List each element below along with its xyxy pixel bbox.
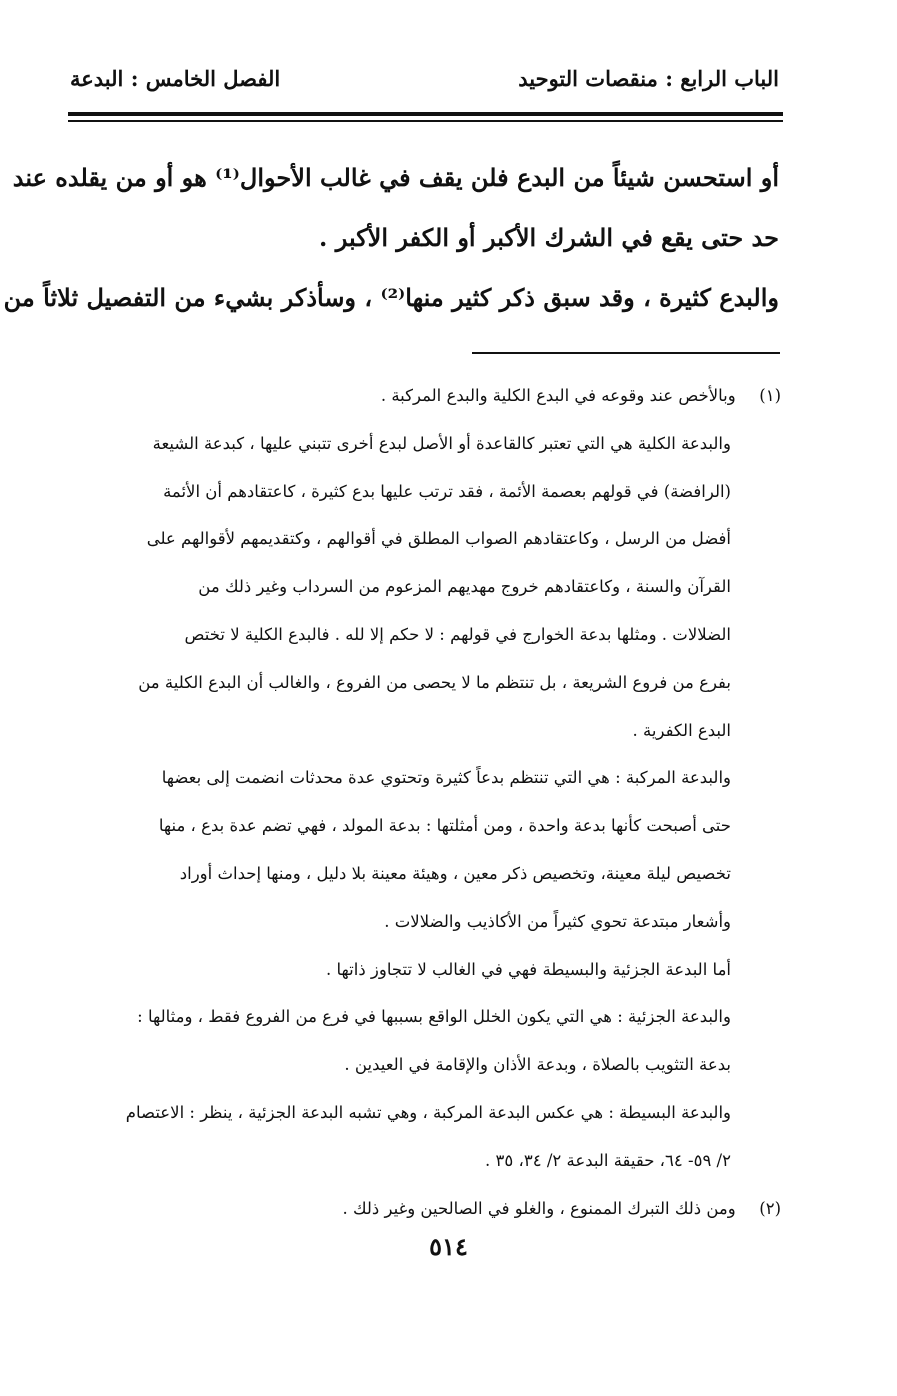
chapter-title: الباب الرابع : منقصات التوحيد bbox=[518, 66, 779, 91]
header-rule-thick bbox=[68, 112, 783, 116]
footnotes bbox=[70, 372, 781, 1232]
footnote-line: حتى أصبحت كأنها بدعة واحدة ، ومن أمثلتها : بدعة المولد ، فهي تضم عدة بدع ، منها bbox=[158, 816, 731, 836]
footnote-line: ٢/ ٥٩- ٦٤، حقيقة البدعة ٢/ ٣٤، ٣٥ . bbox=[485, 1150, 731, 1170]
running-header bbox=[70, 66, 779, 106]
footnote-separator bbox=[472, 352, 780, 354]
footnote-line: وبالأخص عند وقوعه في البدع الكلية والبدع المركبة . bbox=[380, 386, 736, 405]
footnote-line: والبدعة المركبة : هي التي تنتظم بدعاً كثيرة وتحتوي عدة محدثات انضمت إلى بعضها bbox=[161, 768, 731, 788]
footnote-number: (١) bbox=[759, 386, 781, 405]
footnote-line: الضلالات . ومثلها بدعة الخوارج في قولهم : لا حكم إلا لله . فالبدع الكلية لا تختص bbox=[184, 624, 731, 644]
footnote-line: أفضل من الرسل ، وكاعتقادهم الصواب المطلق في أقوالهم ، وكتقديمهم لأقوالهم على bbox=[146, 529, 731, 549]
page-number: ٥١٤ bbox=[429, 1232, 468, 1261]
footnote-line: أما البدعة الجزئية والبسيطة فهي في الغالب لا تتجاوز ذاتها . bbox=[326, 959, 731, 979]
footnote-line: بدعة التثويب بالصلاة ، وبدعة الأذان والإقامة في العيدين . bbox=[344, 1055, 731, 1075]
footnote-line: والبدعة الجزئية : هي التي يكون الخلل الواقع بسببها في فرع من الفروع فقط ، ومثالها : bbox=[137, 1007, 731, 1027]
footnote-line: القرآن والسنة ، وكاعتقادهم خروج مهديهم المزعوم من السرداب وغير ذلك من bbox=[198, 577, 731, 597]
footnote-line: والبدعة البسيطة : هي عكس البدعة المركبة ، وهي تشبه البدعة الجزئية ، ينظر : الاعتصام bbox=[125, 1102, 731, 1122]
footnote-line: ومن ذلك التبرك الممنوع ، والغلو في الصالحين وغير ذلك . bbox=[342, 1198, 736, 1218]
footnote-line: بفرع من فروع الشريعة ، بل تنتظم ما لا يحصى من الفروع ، والغالب أن البدع الكلية من bbox=[138, 672, 731, 692]
footnote-line: والبدعة الكلية هي التي تعتبر كالقاعدة أو الأصل لبدع أخرى تتبني عليها ، كبدعة الشيعة bbox=[152, 433, 731, 453]
header-rule-thin bbox=[68, 120, 783, 122]
section-title: الفصل الخامس : البدعة bbox=[70, 66, 281, 91]
body-line: حد حتى يقع في الشرك الأكبر أو الكفر الأكبر . bbox=[319, 223, 779, 252]
body-line: أو استحسن شيئاً من البدع فلن يقف في غالب الأحوال⁽¹⁾ هو أو من يقلده عند bbox=[12, 163, 779, 192]
footnote-1 bbox=[70, 372, 781, 420]
footnote-line: البدع الكفرية . bbox=[632, 720, 731, 740]
footnote-line: (الرافضة) في قولهم بعصمة الأئمة ، فقد ترتب عليها بدع كثيرة ، كاعتقادهم أن الأئمة bbox=[163, 481, 731, 501]
footnote-number: (٢) bbox=[759, 1198, 781, 1218]
footnote-line: وأشعار مبتدعة تحوي كثيراً من الأكاذيب والضلالات . bbox=[384, 911, 731, 931]
footnote-line: تخصيص ليلة معينة، وتخصيص ذكر معين ، وهيئة معينة بلا دليل ، ومنها إحداث أوراد bbox=[179, 863, 731, 883]
footnote-2 bbox=[70, 1185, 781, 1233]
main-text bbox=[3, 148, 779, 328]
body-line: والبدع كثيرة ، وقد سبق ذكر كثير منها⁽²⁾ ، وسأذكر بشيء من التفصيل ثلاثاً من bbox=[3, 283, 779, 312]
